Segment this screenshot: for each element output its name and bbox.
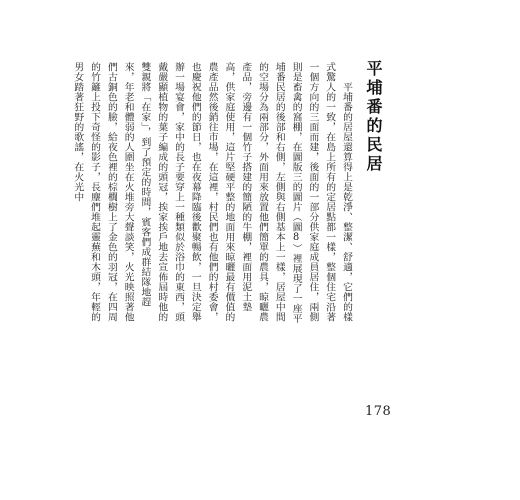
body-paragraph: 平埔番的居屋還算得上是乾淨、整潔、舒適，它們的樣式驚人的一致，在島上所有的定居點都一樣，整個住宅沿著一個方向的三面而建，後面的一部分供家庭成員居住，兩側則是畜禽的窩棚，在圖版三的圖片（圖8）裡展現了一座平埔番民居的後部和右側，左側與右側基本上一樣，居屋中間的空場分為兩部分，外面用來放置他們簡單的農具，晾曬農產品，旁邊有一個竹子搭建的簡陋的牛棚，裡面用泥土墊高，供家庭使用，這片堅硬平整的地面用來晾曬最有價值的農產品然後銷往市場，在這裡，村民們也有他們的村委會，也慶祝他們的節日，也在夜幕降臨後歡聚暢飲，一旦決定舉辦一場宴會，家中的長子要穿上一種類似於浴巾的東西，頭戴嚴顯植物的葉子編成的頭冠，挨家挨戶地去宣佈屆時他的雙親將「在家」，到了預定的時間，賓客們成群結隊地趕來，年老和體弱的人圍坐在火堆旁大聲談笑，火光映照著他們古銅色的臉，給夜色裡的棕櫚樹上了金色的羽冠，在四周的竹籬上投下奇怪的影子，長麈們堆起靈蕪和木頭，年輕的男女踏著狂野的歌謠，在火光中 [72, 62, 352, 324]
page-number: 178 [365, 404, 392, 419]
chapter-title: 平埔番的民居 [364, 60, 383, 174]
body-text [72, 62, 354, 324]
